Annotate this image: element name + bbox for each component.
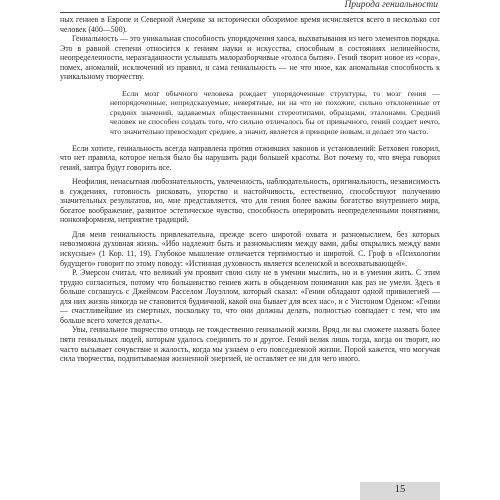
paragraph-continued: ных гениев в Европе и Северной Америке за исторически обозримое время исчисляется всего в несколько сот человек (400—500). [60,15,440,34]
paragraph: Неофилия, ненасытная любознательность, увлеченность, наблюдательность, оригинальность, независимость в суждениях, готовность рисковать, упорство и настойчивость, естественно, способствуют получению значительных результатов, но, мне представляется, что для гения более важны богатство внутреннего мира, богатое воображение, развитое эстетическое чувство, способность оперировать неопределенными понятиями, нонконформизм, неприятие традиций. [60,177,440,225]
paragraph: Если хотите, гениальность всегда направлена против отживших законов и установлений: Бетховен говорил, что нет правила, которое нельзя было бы нарушить ради большей красоты. Вот почему то, что вчера говорил гений, завтра будут говорить все. [60,143,440,172]
paragraph: Для меня гениальность привлекательна, прежде всего широтой охвата и разномыслием, без которых невозможна духовная жизнь. «Ибо надлежит быть и разномыслиям между вами, дабы открылись между вами искусные» (1 Кор. 11, 19). Глубокое мышление отличается терпимостью и широтой. С. Гроф в «Психологии будущего» говорит по этому поводу: «Истинная духовность является вселенской и всеохватывающей». [60,229,440,268]
page-footer [0,482,500,500]
body-text [60,15,440,364]
paragraph: Р. Эмерсон считал, что великий ум проявит свою силу не в умении мыслить, но и в умении жить. С этим трудно согласиться, потому что большинство гениев жить в обыденном понимании как раз не умели. Здесь я больше соглашусь с Джеймсом Расселом Лоуэллом, который сказал: «Гении обладают одной привилегией — для них жизнь никогда не становится будничной, какой она бывает для всех нас», и с Унстоном Оденом: «Гении — счастливейшие из смертных, поскольку то, что они должны делать, полностью совпадает с тем, что им больше всего хочется делать». [60,268,440,325]
block-quote: Если мозг обычного человека рождает упорядоченные структуры, то мозг гения — непорядоченные, непредсказуемые, неверятные, ни на что не похожие, сильно отклоненные от средних значений, задаваемых общественными стереотипами, образцами, эталонами. Средний человек не способен создать того, что сильно отличалось бы от привычного, гений создает нечто, что значительно превосходит среднее, а значит, является в принципе новым, и делает это часто. [110,88,440,137]
page-number: 15 [394,484,406,495]
running-header [0,0,500,14]
section-title: Природа гениальности [344,0,438,10]
header-rule [60,12,440,13]
paragraph: Гениальность — это уникальная способность упорядочения хаоса, выхватывания из него элементов порядка. Это в равной степени относится к гениям науки и искусства, способным в состояниях нелинейности, неопределенности, неразгаданности услышать малоразборчивые «голоса бытия». Гений творит новое из «сора», помех, аномалий, исключений из правил, и сама гениальность — не что иное, как аномальная способность к уникальному творчеству. [60,34,440,82]
paragraph: Увы, гениальное творчество отнюдь не тождественно гениальной жизни. Вряд ли вы сможете назвать более пяти гениальных людей, которым удалось соединить то и другое. Гений велик лишь тогда, когда он творит, но часто вызывает сочувствие и жалость, когда мы узнаем о его повседневной жизни. Порой кажется, что могучая сила творчества, подпитываемая жизненной энергией, не оставляет ее ни для чего иного. [60,325,440,364]
